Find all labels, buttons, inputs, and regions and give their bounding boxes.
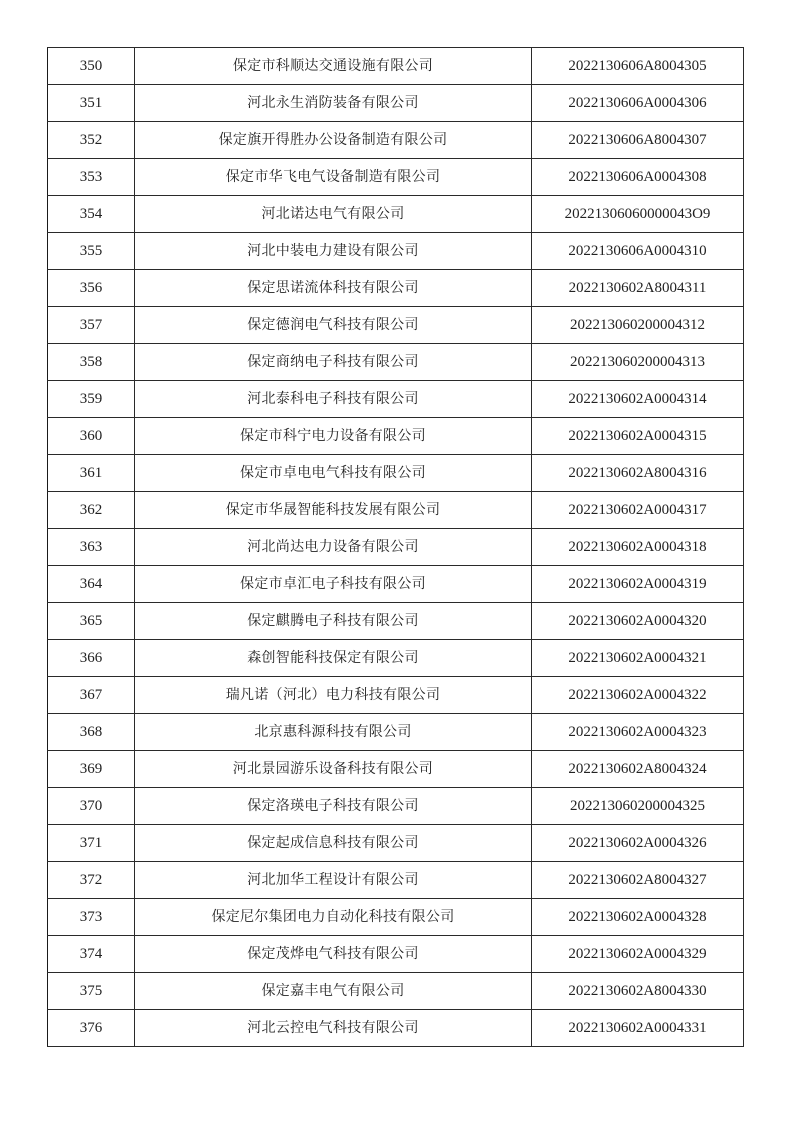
registration-code: 2022130602A8004311 — [532, 270, 744, 307]
table-row — [48, 196, 744, 233]
registration-code: 2022130602A0004321 — [532, 640, 744, 677]
registration-code: 202213060200004313 — [532, 344, 744, 381]
registration-code: 2022130602A0004329 — [532, 936, 744, 973]
table-row — [48, 48, 744, 85]
row-number: 350 — [48, 48, 135, 85]
company-name: 保定商纳电子科技有限公司 — [135, 344, 532, 381]
registration-code: 2022130602A8004324 — [532, 751, 744, 788]
registration-code: 20221306060000043O9 — [532, 196, 744, 233]
row-number: 360 — [48, 418, 135, 455]
company-name: 保定德润电气科技有限公司 — [135, 307, 532, 344]
company-register-table — [47, 47, 744, 1047]
row-number: 367 — [48, 677, 135, 714]
row-number: 374 — [48, 936, 135, 973]
registration-code: 2022130602A0004318 — [532, 529, 744, 566]
table-row — [48, 973, 744, 1010]
row-number: 363 — [48, 529, 135, 566]
row-number: 351 — [48, 85, 135, 122]
company-name: 河北泰科电子科技有限公司 — [135, 381, 532, 418]
table-row — [48, 899, 744, 936]
table-row — [48, 529, 744, 566]
row-number: 375 — [48, 973, 135, 1010]
registration-code: 202213060200004312 — [532, 307, 744, 344]
row-number: 371 — [48, 825, 135, 862]
registration-code: 2022130602A0004319 — [532, 566, 744, 603]
row-number: 354 — [48, 196, 135, 233]
table-row — [48, 159, 744, 196]
table-row — [48, 122, 744, 159]
row-number: 365 — [48, 603, 135, 640]
registration-code: 2022130602A0004323 — [532, 714, 744, 751]
row-number: 357 — [48, 307, 135, 344]
registration-code: 2022130602A0004317 — [532, 492, 744, 529]
table-row — [48, 640, 744, 677]
row-number: 355 — [48, 233, 135, 270]
company-name: 河北尚达电力设备有限公司 — [135, 529, 532, 566]
company-name: 保定嘉丰电气有限公司 — [135, 973, 532, 1010]
company-name: 保定麒腾电子科技有限公司 — [135, 603, 532, 640]
table-row — [48, 270, 744, 307]
company-name: 河北永生消防装备有限公司 — [135, 85, 532, 122]
company-name: 保定洛瑛电子科技有限公司 — [135, 788, 532, 825]
registration-code: 202213060200004325 — [532, 788, 744, 825]
company-name: 保定思诺流体科技有限公司 — [135, 270, 532, 307]
company-name: 北京惠科源科技有限公司 — [135, 714, 532, 751]
row-number: 352 — [48, 122, 135, 159]
table-row — [48, 307, 744, 344]
registration-code: 2022130606A0004308 — [532, 159, 744, 196]
table-row — [48, 1010, 744, 1047]
table-row — [48, 381, 744, 418]
table-row — [48, 233, 744, 270]
row-number: 376 — [48, 1010, 135, 1047]
company-name: 保定茂烨电气科技有限公司 — [135, 936, 532, 973]
table-row — [48, 825, 744, 862]
row-number: 358 — [48, 344, 135, 381]
table-row — [48, 788, 744, 825]
row-number: 362 — [48, 492, 135, 529]
table-body — [48, 48, 744, 1047]
row-number: 359 — [48, 381, 135, 418]
registration-code: 2022130606A0004306 — [532, 85, 744, 122]
company-name: 保定市卓电电气科技有限公司 — [135, 455, 532, 492]
table-row — [48, 455, 744, 492]
company-name: 保定市科顺达交通设施有限公司 — [135, 48, 532, 85]
registration-code: 2022130606A8004305 — [532, 48, 744, 85]
row-number: 361 — [48, 455, 135, 492]
company-name: 保定起成信息科技有限公司 — [135, 825, 532, 862]
table-row — [48, 492, 744, 529]
registration-code: 2022130602A0004315 — [532, 418, 744, 455]
row-number: 353 — [48, 159, 135, 196]
company-name: 保定市华飞电气设备制造有限公司 — [135, 159, 532, 196]
table-row — [48, 936, 744, 973]
registration-code: 2022130602A8004327 — [532, 862, 744, 899]
row-number: 369 — [48, 751, 135, 788]
company-name: 河北加华工程设计有限公司 — [135, 862, 532, 899]
registration-code: 2022130602A0004331 — [532, 1010, 744, 1047]
company-name: 保定市卓汇电子科技有限公司 — [135, 566, 532, 603]
row-number: 364 — [48, 566, 135, 603]
company-name: 保定市华晟智能科技发展有限公司 — [135, 492, 532, 529]
table-row — [48, 566, 744, 603]
registration-code: 2022130602A0004328 — [532, 899, 744, 936]
table-row — [48, 751, 744, 788]
row-number: 356 — [48, 270, 135, 307]
company-name: 河北中装电力建设有限公司 — [135, 233, 532, 270]
row-number: 368 — [48, 714, 135, 751]
registration-code: 2022130602A8004316 — [532, 455, 744, 492]
table-row — [48, 862, 744, 899]
registration-code: 2022130602A0004320 — [532, 603, 744, 640]
company-name: 河北诺达电气有限公司 — [135, 196, 532, 233]
company-name: 保定尼尔集团电力自动化科技有限公司 — [135, 899, 532, 936]
row-number: 373 — [48, 899, 135, 936]
registration-code: 2022130602A0004322 — [532, 677, 744, 714]
row-number: 366 — [48, 640, 135, 677]
company-name: 瑞凡诺（河北）电力科技有限公司 — [135, 677, 532, 714]
row-number: 372 — [48, 862, 135, 899]
company-name: 河北云控电气科技有限公司 — [135, 1010, 532, 1047]
registration-code: 2022130606A0004310 — [532, 233, 744, 270]
table-row — [48, 418, 744, 455]
registration-code: 2022130602A8004330 — [532, 973, 744, 1010]
table-row — [48, 677, 744, 714]
company-name: 保定旗开得胜办公设备制造有限公司 — [135, 122, 532, 159]
row-number: 370 — [48, 788, 135, 825]
company-name: 河北景园游乐设备科技有限公司 — [135, 751, 532, 788]
table-row — [48, 85, 744, 122]
company-name: 保定市科宁电力设备有限公司 — [135, 418, 532, 455]
registration-code: 2022130602A0004326 — [532, 825, 744, 862]
registration-code: 2022130606A8004307 — [532, 122, 744, 159]
table-row — [48, 603, 744, 640]
registration-code: 2022130602A0004314 — [532, 381, 744, 418]
table-row — [48, 344, 744, 381]
company-name: 森创智能科技保定有限公司 — [135, 640, 532, 677]
table-row — [48, 714, 744, 751]
